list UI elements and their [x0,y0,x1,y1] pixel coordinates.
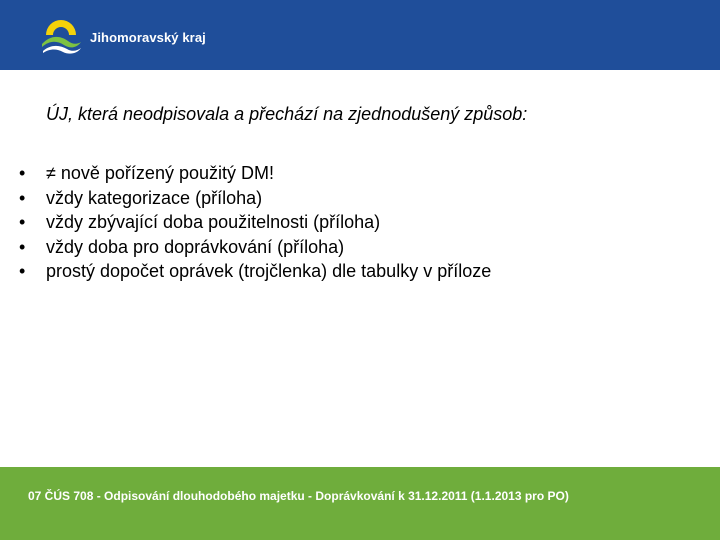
bullet-text: vždy doba pro doprávkování (příloha) [46,236,345,257]
bullet-dot: • [19,261,26,281]
bullet-text: vždy kategorizace (příloha) [46,187,263,208]
brand-name: Jihomoravský kraj [90,30,206,45]
header-bar [0,0,720,70]
bullet-text: ≠ nově pořízený použitý DM! [46,163,274,183]
jihomoravsky-kraj-logo-icon [40,14,82,54]
bullet-dot: • [19,187,26,208]
slide-title: ÚJ, která neodpisovala a přechází na zjednodušený způsob: [46,104,528,124]
footer-bar [0,467,720,540]
bullet-dot: • [19,212,26,232]
bullet-dot: • [19,163,26,183]
bullet-text: vždy zbývající doba použitelnosti (příloha) [46,212,381,232]
bullet-dot: • [19,236,26,257]
bullet-text: prostý dopočet oprávek (trojčlenka) dle tabulky v příloze [46,261,492,281]
footer-text: 07 ČÚS 708 - Odpisování dlouhodobého majetku - Doprávkování k 31.12.2011 (1.1.2013 pro PO) [28,489,569,503]
